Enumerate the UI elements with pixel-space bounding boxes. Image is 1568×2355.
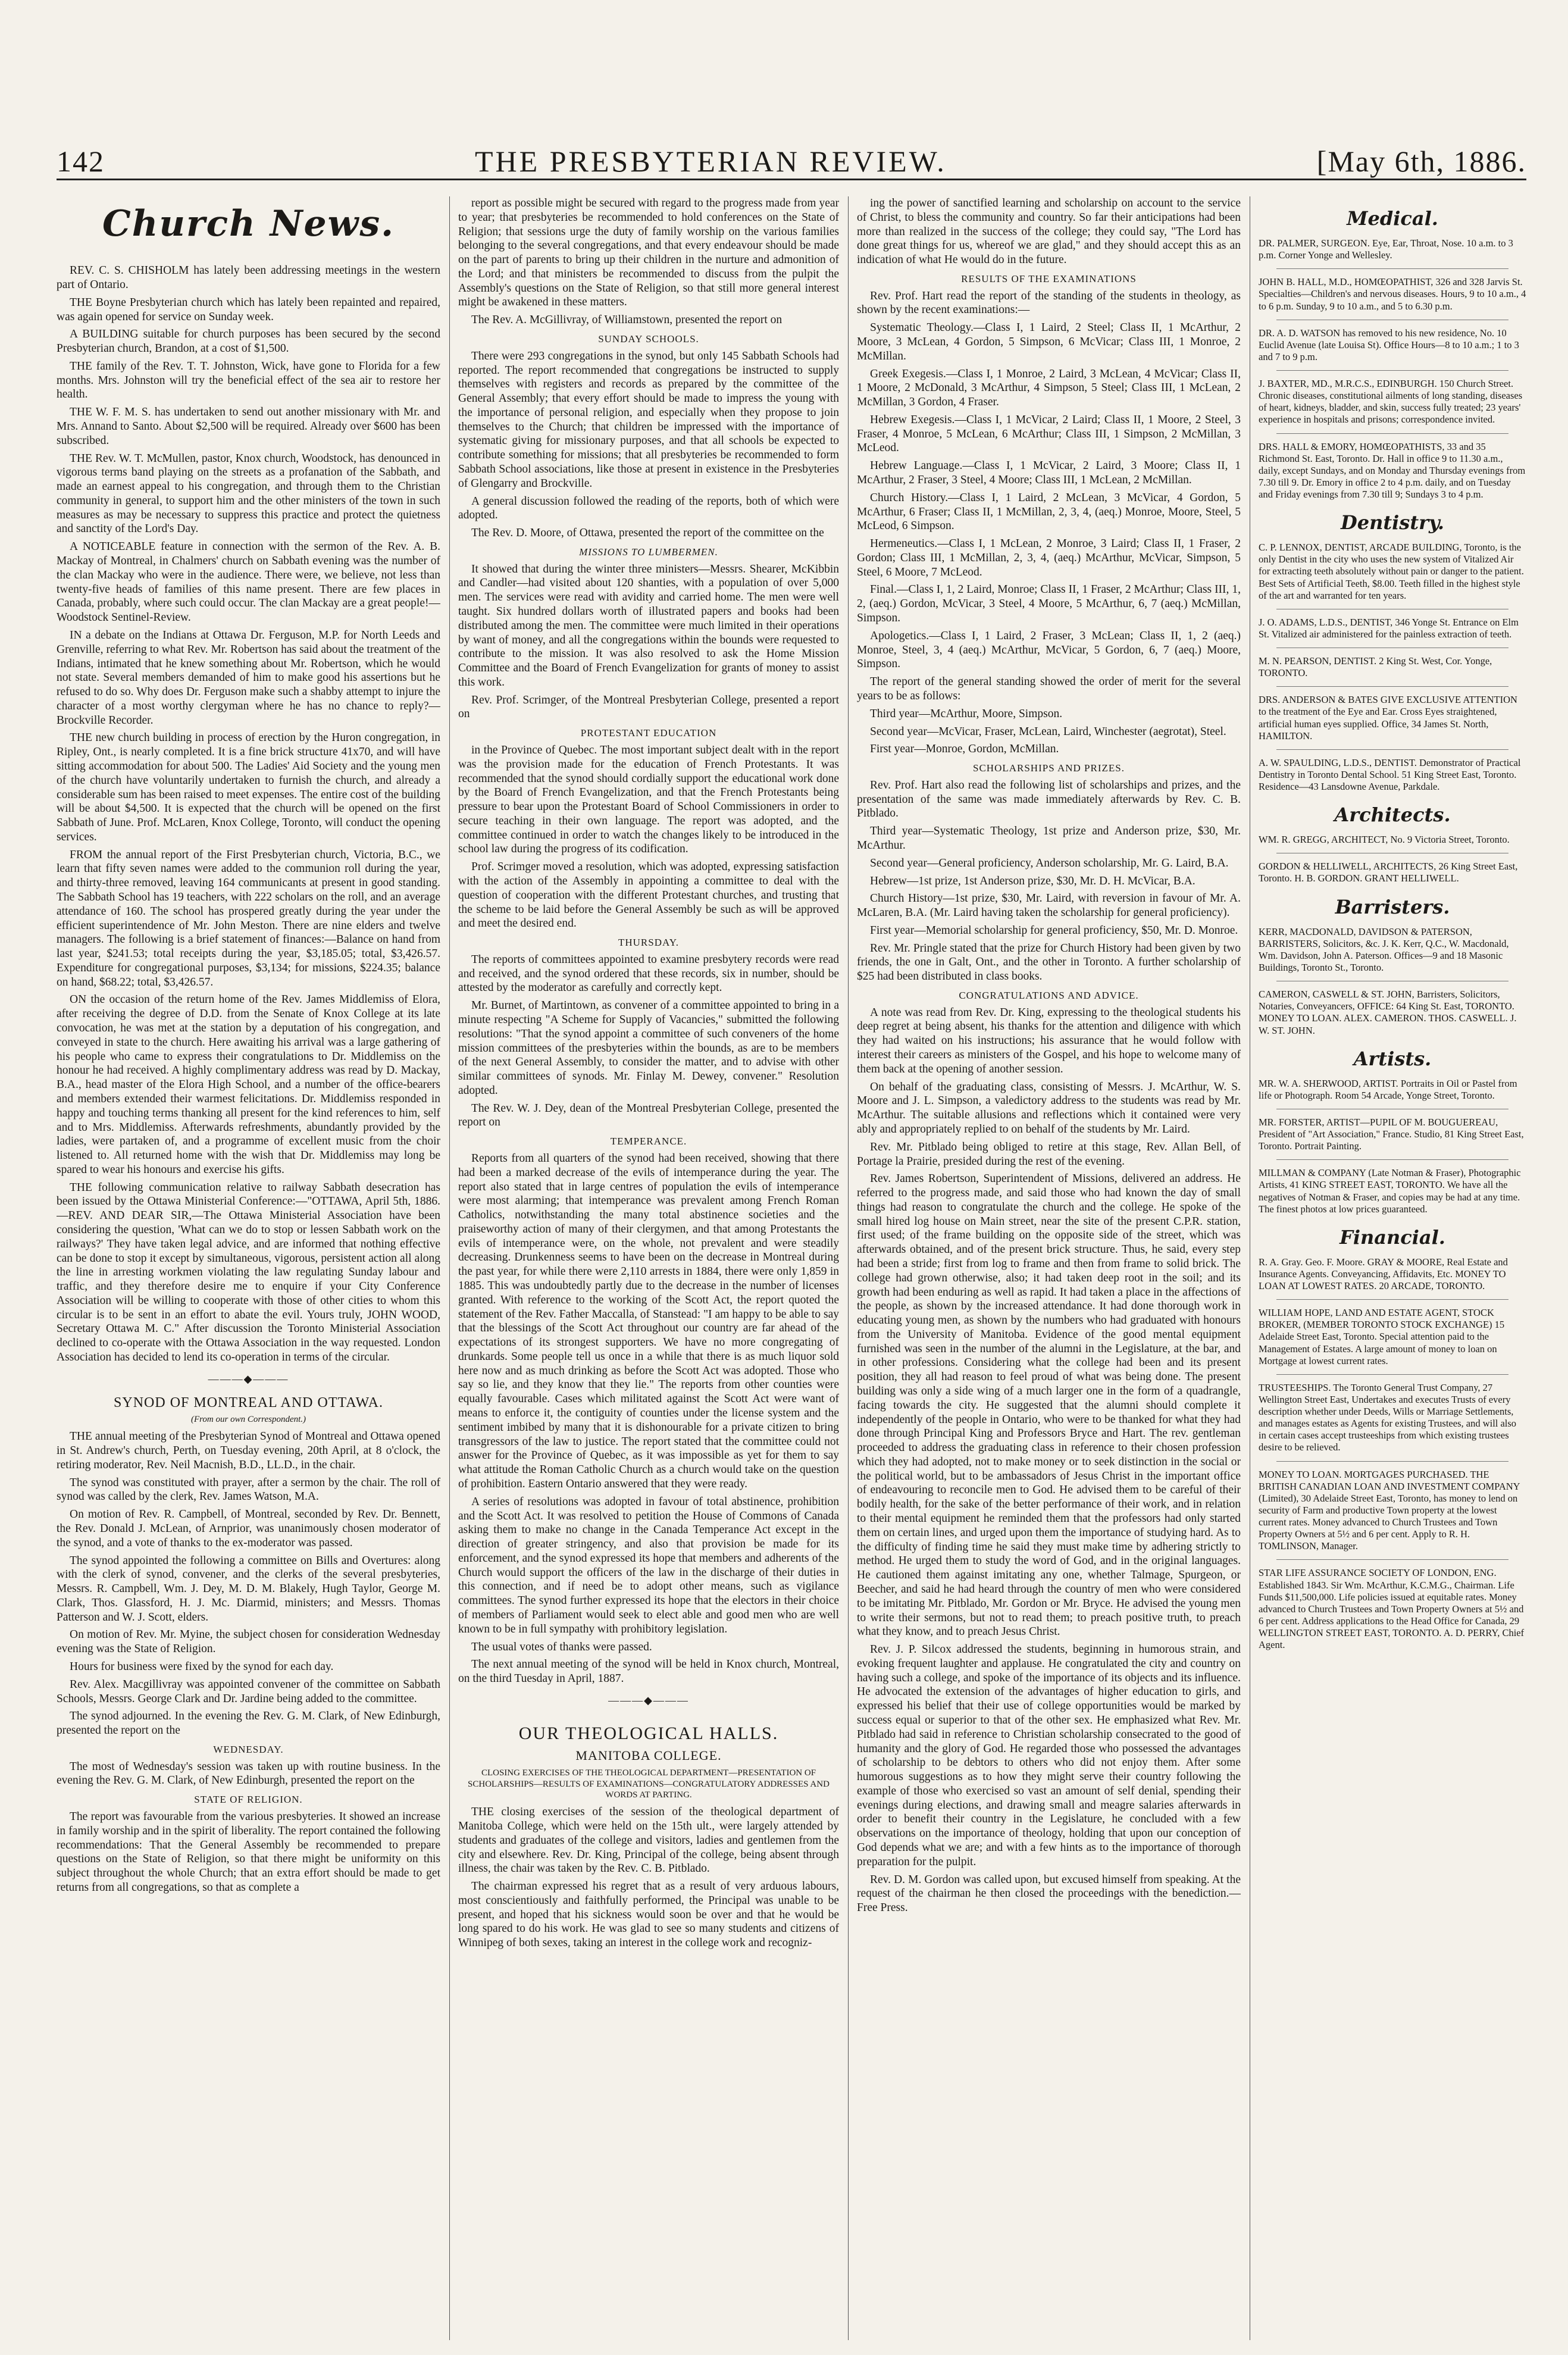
article-paragraph: The next annual meeting of the synod will be held in Knox church, Montreal, on the third Tuesday in April, 1887. bbox=[458, 1658, 839, 1685]
article-paragraph: Rev. Prof. Hart read the report of the standing of the students in theology, as shown by the recent examinations:— bbox=[857, 289, 1241, 317]
manitoba-college-heading: MANITOBA COLLEGE. bbox=[575, 1748, 722, 1763]
protestant-education-paragraphs bbox=[458, 743, 839, 931]
article-paragraph: Hermeneutics.—Class I, 1 McLean, 2 Monroe, 3 Laird; Class II, 1 Fraser, 2 Gordon; Class III, 1 McMillan, 2, 3, 4, (aeq.) McArthur, McVicar, Simpson, 5 Steel, 6 Moore, 7 McLeod. bbox=[857, 537, 1241, 578]
ad-separator bbox=[1276, 1559, 1508, 1560]
financial-heading: Financial. bbox=[1339, 1225, 1445, 1249]
advertisement: WM. R. GREGG, ARCHITECT, No. 9 Victoria Street, Toronto. bbox=[1259, 834, 1510, 846]
article-paragraph: Greek Exegesis.—Class I, 1 Monroe, 2 Laird, 3 McLean, 4 McVicar; Class II, 1 Moore, 2 McDonald, 3 McArthur, 4 Simpson, 5 Steel; Class III, 1 McLean, 2 McMillan, 3 Gordon, 4 Fraser. bbox=[857, 367, 1241, 409]
article-paragraph: report as possible might be secured with regard to the progress made from year to year; that presbyteries be recommended to hold conferences on the State of Religion; that sessions urge the duty of family worship on the various families belonging to the several congregations, and that every endeavour should be made on the part of parents to bring up their children in the nurture and admonition of the Lord; and that ministers be recommended to discuss from the pulpit the Assembly's questions on the State of Religion, so that still more general interest might be awakened in these matters. bbox=[458, 197, 839, 309]
state-of-religion-continued bbox=[458, 196, 839, 327]
manitoba-college-paragraphs bbox=[458, 1805, 839, 1950]
advertisement: MR. W. A. SHERWOOD, ARTIST. Portraits in Oil or Pastel from life or Photograph. Room 54 Arcade, Yonge Street, Toronto. bbox=[1259, 1077, 1517, 1101]
article-paragraph: Mr. Burnet, of Martintown, as convener of a committee appointed to bring in a minute respecting "A Scheme for Supply of Vacancies," submitted the following resolutions: "That the synod appoint a committee of such conveners of the home mission committees of the presbyteries within the bounds, as are to be members of the next General Assembly, to consider the matter, and to advise with other similar committees of synods. Mr. Finlay M. Dewey, convener." Resolution adopted. bbox=[458, 999, 839, 1097]
article-paragraph: Hours for business were fixed by the synod for each day. bbox=[70, 1660, 334, 1674]
scholarships-heading: SCHOLARSHIPS AND PRIZES. bbox=[973, 762, 1125, 774]
ad-separator bbox=[1276, 268, 1508, 269]
newspaper-title: THE PRESBYTERIAN REVIEW. bbox=[475, 145, 947, 178]
article-paragraph: The reports of committees appointed to examine presbytery records were read and received, and the synod ordered that these records, six in number, should be attested by the moderator as carefully and correctly kept. bbox=[458, 953, 839, 994]
advertisement: KERR, MACDONALD, DAVIDSON & PATERSON, BARRISTERS, Solicitors, &c. J. K. Kerr, Q.C., W. Macdonald, Wm. Davidson, John A. Paterson. Offices—9 and 18 Masonic Buildings, Toronto St., Toronto. bbox=[1259, 925, 1509, 973]
article-paragraph: The synod appointed the following a committee on Bills and Overtures: along with the clerk of synod, convener, and the clerks of the several presbyteries, Messrs. R. Campbell, Wm. J. Dey, M. D. M. Blakely, Hugh Taylor, George M. Clark, Thos. Glassford, H. J. Mc. Diarmid, ministers; and Messrs. Thomas Patterson and W. J. Scott, elders. bbox=[57, 1554, 440, 1624]
advertisement: C. P. LENNOX, DENTIST, ARCADE BUILDING, Toronto, is the only Dentist in the city who uses the new system of Vitalized Air for extracting teeth absolutely without pain or danger to the patient. Best Sets of Artificial Teeth, $8.00. Teeth filled in the highest style of the art and warranted for ten years. bbox=[1259, 542, 1524, 601]
synod-correspondent-note: (From our own Correspondent.) bbox=[190, 1415, 306, 1424]
article-paragraph: First year—Monroe, Gordon, McMillan. bbox=[870, 743, 1059, 756]
article-paragraph: Hebrew Language.—Class I, 1 McVicar, 2 Laird, 3 Moore; Class II, 1 McArthur, 2 Fraser, 3 Steel, 4 Moore; Class III, 1 McLean, 2 McMillan. bbox=[857, 459, 1241, 487]
results-heading: RESULTS OF THE EXAMINATIONS bbox=[961, 273, 1137, 284]
article-paragraph: THE Rev. W. T. McMullen, pastor, Knox church, Woodstock, has denounced in vigorous terms band playing on the streets as a profanation of the Sabbath, and made an earnest appeal to his congregation, and through them to the Christian community in general, to support him and the other ministers of the town in such measures as may be necessary to suppress this practice and protect the quietness and sanctity of the Lord's Day. bbox=[57, 452, 440, 536]
column-rule bbox=[848, 196, 849, 2340]
scholarships-paragraphs bbox=[857, 778, 1241, 984]
advertisement: JOHN B. HALL, M.D., HOMŒOPATHIST, 326 and 328 Jarvis St. Specialties—Children's and nervous diseases. Hours, 9 to 10 a.m., 4 to 6 p.m. Sunday, 9 to 10 a.m., and 5 to 6.30 p.m. bbox=[1259, 276, 1526, 312]
column-church-news bbox=[57, 196, 440, 2340]
advertisement: MONEY TO LOAN. MORTGAGES PURCHASED. THE BRITISH CANADIAN LOAN AND INVESTMENT COMPANY (Limited), 30 Adelaide Street East, Toronto, has money to lend on security of Farm and productive Town property at the lowest current rates. Money advanced to Church Trustees and Town Property Owners at 5½ and 6 per cent. Apply to R. H. TOMLINSON, Manager. bbox=[1259, 1468, 1520, 1552]
article-paragraph: On motion of Rev. Mr. Myine, the subject chosen for consideration Wednesday evening was the State of Religion. bbox=[57, 1628, 440, 1656]
college-intro-paragraphs bbox=[857, 196, 1241, 267]
sunday-schools-paragraphs bbox=[458, 349, 839, 540]
article-paragraph: A general discussion followed the reading of the reports, both of which were adopted. bbox=[458, 495, 839, 522]
ad-separator bbox=[1276, 433, 1508, 434]
thursday-paragraphs bbox=[458, 953, 839, 1130]
advertisement: MILLMAN & COMPANY (Late Notman & Fraser), Photographic Artists, 41 KING STREET EAST, TORONTO. We have all the negatives of Notman & Fraser, and copies may be had at any time. The finest photos at low prices guaranteed. bbox=[1259, 1167, 1521, 1215]
section-heading-church-news: Church News. bbox=[102, 203, 395, 245]
article-paragraph: FROM the annual report of the First Presbyterian church, Victoria, B.C., we learn that fifty seven names were added to the communion roll during the year, and thirty-three removed, leaving 164 communicants at present in good standing. The Sabbath School has 19 teachers, with 222 scholars on the roll, and an average attendance of 160. The school has prospered greatly during the year under the efficient superintendence of Mr. John Meston. There are nine elders and twelve managers. The following is a brief statement of finances:—Balance on hand from last year, $241.53; total receipts during the year, $3,185.05; total, $3,426.57. Expenditure for congregational purposes, $3,134; for missions, $224.35; balance on hand, $68.22; total, $3,426.57. bbox=[57, 848, 440, 989]
article-paragraph: Apologetics.—Class I, 1 Laird, 2 Fraser, 3 McLean; Class II, 1, 2 (aeq.) Monroe, Steel, 3, 4 (aeq.) McArthur, McVicar, 5 Gordon, 6, 7 (aeq.) Moore, Simpson. bbox=[857, 629, 1241, 671]
article-paragraph: Hebrew Exegesis.—Class I, 1 McVicar, 2 Laird; Class II, 1 Moore, 2 Steel, 3 Fraser, 4 Monroe, 5 McLean, 6 McArthur; Class III, 1 Simpson, 2 McMillan, 3 McLeod. bbox=[857, 413, 1241, 455]
temperance-paragraphs bbox=[458, 1152, 839, 1686]
article-paragraph: THE W. F. M. S. has undertaken to send out another missionary with Mr. and Mrs. Annand to Santo. About $2,500 will be required. Already over $600 has been subscribed. bbox=[57, 406, 440, 447]
advertisement: CAMERON, CASWELL & ST. JOHN, Barristers, Solicitors, Notaries, Conveyancers, OFFICE: 64 King St. East, TORONTO. MONEY TO LOAN. ALEX. CAMERON. THOS. CASWELL. J. W. ST. JOHN. bbox=[1259, 989, 1517, 1036]
sunday-schools-heading: SUNDAY SCHOOLS. bbox=[598, 333, 699, 345]
article-paragraph: Rev. Prof. Scrimger, of the Montreal Presbyterian College, presented a report on bbox=[458, 693, 839, 721]
article-paragraph: in the Province of Quebec. The most important subject dealt with in the report was the provision made for the education of French Protestants. It was recommended that the synod should cordially support the educational work done by the Board of French Evangelization, and that the French Protestants being pressure to bear upon the Protestant Board of School Commissioners in order to secure teaching in their own language. The report was adopted, and the committee continued in order to watch the changes likely to be introduced in the school law during the progress of its codification. bbox=[458, 743, 839, 856]
wednesday-heading: WEDNESDAY. bbox=[213, 1743, 284, 1755]
article-paragraph: The synod adjourned. In the evening the Rev. G. M. Clark, of New Edinburgh, presented the report on the bbox=[57, 1710, 440, 1737]
congratulations-paragraphs bbox=[857, 1006, 1241, 1915]
ad-separator bbox=[1276, 370, 1508, 371]
advertisement: DR. PALMER, SURGEON. Eye, Ear, Throat, Nose. 10 a.m. to 3 p.m. Corner Yonge and Wellesley. bbox=[1259, 237, 1513, 261]
financial-ads bbox=[1259, 1256, 1526, 1652]
article-paragraph: The report was favourable from the various presbyteries. It showed an increase in family worship and in the spirit of liberality. The report contained the following recommendations: That the General Assembly be recommended to prepare questions on the State of Religion, so that there might be uniformity on this subject throughout the whole Church; that an extra effort should be made to get returns from all congregations, so that as complete a bbox=[57, 1810, 440, 1894]
dentistry-heading: Dentistry. bbox=[1340, 511, 1445, 534]
church-news-items bbox=[57, 264, 440, 1365]
article-paragraph: First year—Memorial scholarship for general proficiency, $50, Mr. D. Monroe. bbox=[870, 924, 1238, 937]
article-paragraph: THE new church building in process of erection by the Huron congregation, in Ripley, Ont., is nearly completed. It is a fine brick structure 41x70, and will have sitting accommodation for about 500. The Ladies' Aid Society and the young men of the church have voluntarily undertaken to furnish the church, and already a considerable sum has been raised to meet expenses. The entire cost of the building will be about $4,500. It is expected that the church will be opened on the first Sabbath of June. Prof. McLaren, Knox College, Toronto, will conduct the opening services. bbox=[57, 731, 440, 843]
barristers-heading: Barristers. bbox=[1335, 895, 1450, 918]
article-paragraph: Reports from all quarters of the synod had been received, showing that there had been a marked decrease of the evils of intemperance during the year. The report also stated that in large centres of population the evils of intemperance were most alarming; that intemperance was prevalent among French Roman Catholics, notwithstanding the many total abstinence societies and the praiseworthy action of many of their clergymen, and that among Protestants the evils of intemperance were, on the whole, not prevalent and were steadily decreasing. Drunkenness seems to have been on the decrease in Montreal during the past year, for while there were 2,110 arrests in 1884, there were only 1,859 in 1885. This was undoubtedly partly due to the decrease in the number of licenses granted. With reference to the working of the Scott Act, the report quoted the statement of the Rev. Father Maccalla, of Stanstead: "I am happy to be able to say that the blessings of the Scott Act throughout our country are far ahead of the expectations of its strongest supporters. We have no more congregating of drunkards. Some people tell us once in a while that there is as much liquor sold here now and as much drinking as before the Scott Act was adopted. Those who say so lie, and they know that they lie." The reports from other counties were equally favourable. Cases which militated against the Scott Act were want of means to enforce it, the contiguity of counties under the license system and the sentiment imbibed by many that it is dishonourable for a private citizen to bring transgressors of the law to justice. The report stated that the committee could not answer for the Province of Quebec, as it was impossible as yet for them to say what attitude the Roman Catholic Church as a church would take on the question of prohibition. Eastern Ontario answered that they were ready. bbox=[458, 1152, 839, 1490]
thursday-heading: THURSDAY. bbox=[618, 937, 680, 949]
advertisement: A. W. SPAULDING, L.D.S., DENTIST. Demonstrator of Practical Dentistry in Toronto Dental School. 51 King Street East, Toronto. Residence—43 Lansdowne Avenue, Parkdale. bbox=[1259, 756, 1521, 793]
article-paragraph: Church History—1st prize, $30, Mr. Laird, with reversion in favour of Mr. A. McLaren, B.A. (Mr. Laird having taken the scholarship for general proficiency). bbox=[857, 892, 1241, 920]
article-paragraph: THE Boyne Presbyterian church which has lately been repainted and repaired, was again opened for service on Sunday week. bbox=[57, 296, 440, 323]
article-paragraph: On motion of Rev. R. Campbell, of Montreal, seconded by Rev. Dr. Bennett, the Rev. Donald J. McLean, of Arnprior, was unanimously chosen moderator of the synod, and a vote of thanks to the ex-moderator was passed. bbox=[57, 1508, 440, 1549]
issue-date: [May 6th, 1886. bbox=[1316, 145, 1526, 178]
article-paragraph: Final.—Class I, 1, 2 Laird, Monroe; Class II, 1 Fraser, 2 McArthur; Class III, 1, 2, (aeq.) Gordon, McVicar, 3 Steel, 4 Moore, 5 McArthur, 6, 7 (aeq.) McMillan, Simpson. bbox=[857, 583, 1241, 625]
ad-separator bbox=[1276, 749, 1508, 750]
article-paragraph: ing the power of sanctified learning and scholarship on account to the service of Christ, to bless the community and country. So far their anticipations had been more than realized in the success of the college; they could say, "The Lord has done great things for us, whereof we are glad," and they should accept this as an indication of what He would do in the future. bbox=[857, 197, 1241, 267]
advertisement: WILLIAM HOPE, LAND AND ESTATE AGENT, STOCK BROKER, (MEMBER TORONTO STOCK EXCHANGE) 15 Adelaide Street East, Toronto. Special attention paid to the Management of Estates. A large amount of money to loan on Mortgage at lowest current rates. bbox=[1259, 1307, 1505, 1366]
article-paragraph: The most of Wednesday's session was taken up with routine business. In the evening the Rev. G. M. Clark, of New Edinburgh, presented the report on the bbox=[57, 1760, 440, 1787]
article-paragraph: IN a debate on the Indians at Ottawa Dr. Ferguson, M.P. for North Leeds and Grenville, referring to what Rev. Mr. Robertson has said about the treatment of the Indians, intimated that he knew something about Mr. Robertson, which he would not state. Several members demanded of him to make good his assertions but he refused to do so. Why does Dr. Ferguson make such a shabby attempt to injure the character of a most worthy clergyman where he has no chance to reply?—Brockville Recorder. bbox=[57, 628, 440, 727]
article-paragraph: Systematic Theology.—Class I, 1 Laird, 2 Steel; Class II, 1 McArthur, 2 Moore, 3 McLean, 4 Gordon, 5 Simpson, 6 McVicar; Class III, 1 Monroe, 2 McMillan. bbox=[857, 321, 1241, 362]
advertisement: MR. FORSTER, ARTIST—PUPIL OF M. BOUGUEREAU, President of "Art Association," France. Studio, 81 King Street East, Toronto. Portrait Painting. bbox=[1259, 1116, 1524, 1152]
column-synod-continued bbox=[458, 196, 839, 2340]
article-paragraph: The chairman expressed his regret that as a result of very arduous labours, most conscientiously and faithfully performed, the Principal was unable to be present, and hoped that his sickness would soon be over and that he would be long spared to do his work. He was glad to see so many students and citizens of Winnipeg of both sexes, taking an interest in the college work and recogniz- bbox=[458, 1880, 839, 1950]
article-paragraph: A note was read from Rev. Dr. King, expressing to the theological students his deep regret at being absent, his thanks for the attention and diligence with which they had waited on his instructions; his assurance that he would follow with interest their careers as ministers of the Gospel, and his hope to welcome many of them back at the opening of another session. bbox=[857, 1006, 1241, 1075]
article-paragraph: Rev. James Robertson, Superintendent of Missions, delivered an address. He referred to the progress made, and said those who had known the day of small things had reason to congratulate the church and the college. He spoke of the small hired log house on Main street, near the site of the present C.P.R. station, first used; of the frame building on the opposite side of the street, which was afterwards obtained, and of the present brick structure. Thus, he said, every step had been a stride; first from log to frame and then from frame to solid brick. The college had grown otherwise, also; it had taken deep root in the soil; and its growth had been enduring as well as rapid. It had taken a place in the affections of the people, as shown by the increased attendance. It had done thorough work in educating young men, as shown by the numbers who had graduated with honours from the University of Manitoba. Evidence of the good mental equipment furnished was seen in the number of the alumni in the Legislature, at the bar, and in other professions. Considering what the college had been and its present position, they all had reason to feel proud of what was being done. The present building was only a side wing of a much larger one in the form of a quadrangle, facing towards the city. He suggested that the alumni should complete it independently of the people in Ontario, who were to be thanked for what they had done through Principal King and Professors Bryce and Hart. The rev. gentleman proceeded to address the graduating class in reference to their chosen profession which they had adopted, not to make money or to seek distinction in the social or the political world, but to be ambassadors of Jesus Christ in the important office of endeavouring to reconcile men to God. He advised them to be careful of their bodily health, for the sake of the better performance of their work, and in relation to their mental equipment he reminded them that the professors had only started them on certain lines, and urged upon them the importance of studying hard. As to the difficulty of finding time he said they must make time by adhering strictly to method. He urged them to study the word of God, and in the original languages. He cautioned them against imitating any one, whether Talmage, Spurgeon, or Beecher, and said he had heard through the country of men who were considered to be imitating Mr. Pitblado, Mr. Gordon or Mr. Bryce. He advised the young men to write their sermons, but not to read them; to preach positive truth, to preach what they know, and to preach Jesus Christ. bbox=[857, 1172, 1241, 1638]
advertisement: R. A. Gray. Geo. F. Moore. GRAY & MOORE, Real Estate and Insurance Agents. Conveyancing, Affidavits, Etc. MONEY TO LOAN AT LOWEST RATES. 20 ARCADE, TORONTO. bbox=[1259, 1256, 1508, 1292]
article-paragraph: Third year—Systematic Theology, 1st prize and Anderson prize, $30, Mr. McArthur. bbox=[857, 825, 1241, 852]
advertisement: DRS. HALL & EMORY, HOMŒOPATHISTS, 33 and 35 Richmond St. East, Toronto. Dr. Hall in office 9 to 11.30 a.m., daily, except Sundays, and on Monday and Thursday evenings from 7.30 till 9. Dr. Emory in office 2 to 4 p.m. daily, and on Tuesday and Friday evenings from 7.30 till 9; Sundays 3 to 4 p.m. bbox=[1259, 440, 1526, 501]
dentistry-ads bbox=[1259, 542, 1526, 793]
congratulations-heading: CONGRATULATIONS AND ADVICE. bbox=[959, 989, 1139, 1001]
architects-heading: Architects. bbox=[1334, 803, 1451, 827]
column-manitoba-college bbox=[857, 196, 1241, 2340]
article-paragraph: THE closing exercises of the session of the theological department of Manitoba College, which were held on the 15th ult., were largely attended by students and graduates of the college and visitors, ladies and gentlemen from the city and elsewhere. Rev. Dr. King, Principal of the college, being absent through illness, the chair was taken by the Rev. C. B. Pitblado. bbox=[458, 1806, 839, 1875]
article-paragraph: Third year—McArthur, Moore, Simpson. bbox=[870, 707, 1063, 720]
article-paragraph: Rev. Alex. Macgillivray was appointed convener of the committee on Sabbath Schools, Messrs. George Clark and Dr. Jardine being added to the committee. bbox=[57, 1678, 440, 1705]
article-paragraph: The report of the general standing showed the order of merit for the several years to be as follows: bbox=[857, 675, 1241, 702]
article-paragraph: Prof. Scrimger moved a resolution, which was adopted, expressing satisfaction with the action of the Assembly in appointing a committee to deal with the question of cooperation with the different Protestant churches, and trusting that the scheme to be laid before the General Assembly be such as will be approved and meet the desired end. bbox=[458, 861, 839, 930]
article-paragraph: There were 293 congregations in the synod, but only 145 Sabbath Schools had reported. The report recommended that congregations be instructed to supply themselves with registers and records as prepared by the committee of the General Assembly; that every effort should be made to impress the young with the importance of personal religion, and especially when they propose to join themselves to the Church; that children be impressed with the importance of systematic giving for missionary purposes, and that all schools be expected to contribute something for missions; that all presbyteries be recommended to form Sabbath School associations, like those at present in existence in the Presbyteries of Glengarry and Brockville. bbox=[458, 349, 839, 490]
advertisement: STAR LIFE ASSURANCE SOCIETY OF LONDON, ENG. Established 1843. Sir Wm. McArthur, K.C.M.G., Chairman. Life Funds $11,500,000. Life policies issued at equitable rates. Money advanced to Church Trustees and Town Property Owners at 5½ and 6 per cent. Address applications to the Head Office for Canada, 29 WELLINGTON STREET EAST, TORONTO. A. D. PERRY, Chief Agent. bbox=[1259, 1567, 1525, 1651]
advertisement: J. BAXTER, MD., M.R.C.S., EDINBURGH. 150 Church Street. Chronic diseases, constitutional ailments of long standing, diseases of heart, kidneys, bladder, and skin, success fully treated; 23 years' experience in hospitals and prisons; correspondence invited. bbox=[1259, 378, 1523, 426]
ad-separator bbox=[1276, 1299, 1508, 1300]
article-paragraph: The Rev. D. Moore, of Ottawa, presented the report of the committee on the bbox=[471, 527, 824, 540]
article-paragraph: Church History.—Class I, 1 Laird, 2 McLean, 3 McVicar, 4 Gordon, 5 McArthur, 6 Fraser; Class II, 1 McMillan, 2, 3, 4, (aeq.) Monroe, Moore, Steel, 5 McLeod, 6 Simpson. bbox=[857, 491, 1241, 533]
article-paragraph: Second year—McVicar, Fraser, McLean, Laird, Winchester (aegrotat), Steel. bbox=[870, 725, 1226, 738]
architects-ads bbox=[1259, 834, 1526, 884]
advertisement: DRS. ANDERSON & BATES GIVE EXCLUSIVE ATTENTION to the treatment of the Eye and Ear. Cross Eyes straightened, artificial human eyes supplied. Office, 34 James St. North, HAMILTON. bbox=[1259, 694, 1517, 742]
state-of-religion-heading: STATE OF RELIGION. bbox=[194, 1794, 303, 1806]
ornamental-divider: ———◆——— bbox=[208, 1372, 289, 1385]
column-advertisements bbox=[1259, 196, 1526, 2340]
article-paragraph: On behalf of the graduating class, consisting of Messrs. J. McArthur, W. S. Moore and J. L. Simpson, a valedictory address to the students was read by Mr. McArthur. The suitable allusions and reflections which it contained were very ably and appropriately replied to on behalf of the students by Mr. Laird. bbox=[857, 1080, 1241, 1136]
article-paragraph: Rev. Prof. Hart also read the following list of scholarships and prizes, and the presentation of the same was made immediately afterwards by Rev. C. B. Pitblado. bbox=[857, 778, 1241, 820]
article-paragraph: Rev. D. M. Gordon was called upon, but excused himself from speaking. At the request of the chairman he then closed the proceedings with the benediction.—Free Press. bbox=[857, 1873, 1241, 1915]
article-paragraph: A BUILDING suitable for church purposes has been secured by the second Presbyterian church, Brandon, at a cost of $1,500. bbox=[57, 328, 440, 355]
medical-ads bbox=[1259, 237, 1526, 501]
barristers-ads bbox=[1259, 926, 1526, 1037]
ornamental-divider: ———◆——— bbox=[608, 1694, 689, 1706]
article-paragraph: The synod was constituted with prayer, after a sermon by the chair. The roll of synod was called by the clerk, Rev. James Watson, M.A. bbox=[57, 1476, 440, 1503]
article-paragraph: A series of resolutions was adopted in favour of total abstinence, prohibition and the Scott Act. It was resolved to petition the House of Commons of Canada asking them to make no change in the Canada Temperance Act except in the direction of greater stringency, and also that provision be made for its enforcement, and the synod expressed its hope that members and adherents of the Church would support the officers of the law in the discharge of their duties in this connection, and if need be to adopt other means, such as vigilance committees. The synod further expressed its hope that the electors in their choice of members of Parliament would seek to elect able and good men who are well known to be in full sympathy with prohibitory legislation. bbox=[458, 1495, 839, 1635]
article-paragraph: Hebrew—1st prize, 1st Anderson prize, $30, Mr. D. H. McVicar, B.A. bbox=[870, 874, 1195, 887]
article-paragraph: The usual votes of thanks were passed. bbox=[471, 1640, 652, 1653]
wednesday-paragraphs bbox=[57, 1760, 440, 1788]
ad-separator bbox=[1276, 686, 1508, 687]
article-paragraph: The Rev. A. McGillivray, of Williamstown, presented the report on bbox=[471, 314, 783, 327]
synod-heading: SYNOD OF MONTREAL AND OTTAWA. bbox=[114, 1394, 383, 1411]
article-paragraph: THE family of the Rev. T. T. Johnston, Wick, have gone to Florida for a few months. Mrs. Johnston will try the beneficial effect of the sea air to restore her health. bbox=[57, 359, 440, 401]
article-paragraph: Rev. Mr. Pringle stated that the prize for Church History had been given by two friends, the one in Galt, Ont., and the other in Toronto. A further scholarship of $25 had been distributed in class books. bbox=[857, 942, 1241, 983]
artists-heading: Artists. bbox=[1353, 1047, 1432, 1070]
article-paragraph: A NOTICEABLE feature in connection with the sermon of the Rev. A. B. Mackay of Montreal, in Chalmers' church on Sabbath evening was the number of the clan Mackay who were in the audience. There were, we believe, not less than twenty-five heads of families of this name present. There are few places in Canada, probably, where such could occur. The clan Mackay are a great people!—Woodstock Sentinel-Review. bbox=[57, 540, 440, 624]
page-number: 142 bbox=[57, 145, 105, 178]
advertisement: J. O. ADAMS, L.D.S., DENTIST, 346 Yonge St. Entrance on Elm St. Vitalized air administered for the painless extraction of teeth. bbox=[1259, 616, 1519, 640]
missions-paragraphs bbox=[458, 562, 839, 722]
state-of-religion-paragraphs bbox=[57, 1810, 440, 1895]
masthead bbox=[57, 137, 1526, 180]
ad-separator bbox=[1276, 1159, 1508, 1160]
advertisement: DR. A. D. WATSON has removed to his new residence, No. 10 Euclid Avenue (late Louisa St). Office Hours—8 to 10 a.m.; 1 to 3 and 7 to 9 p.m. bbox=[1259, 327, 1519, 362]
advertisement: GORDON & HELLIWELL, ARCHITECTS, 26 King Street East, Toronto. H. B. GORDON. GRANT HELLIWELL. bbox=[1259, 861, 1518, 884]
medical-heading: Medical. bbox=[1347, 207, 1438, 230]
results-paragraphs bbox=[857, 289, 1241, 756]
advertisement: TRUSTEESHIPS. The Toronto General Trust Company, 27 Wellington Street East, Undertakes and executes Trusts of every description whether under Deeds, Wills or Marriage Settlements, and manages estates as Agents for existing Trustees, and will also in certain cases accept trusteeships from which existing trustees desire to be relieved. bbox=[1259, 1381, 1517, 1453]
article-paragraph: ON the occasion of the return home of the Rev. James Middlemiss of Elora, after receiving the degree of D.D. from the Senate of Knox College at its late convocation, he was met at the station by a deputation of his congregation, and conveyed in state to the church. Here awaiting his arrival was a large gathering of his people who came to express their congratulations to Dr. Middlemiss on the honour he had received. A highly complimentary address was read by D. Mackay, B.A., head master of the Elora High School, and a number of the office-bearers and members extended their warmest felicitations. Dr. Middlemiss responded in happy and touching terms thanking all present for the kind references to him, self and to Mrs. Middlemiss. Afterwards refreshments, abundantly provided by the ladies, were partaken of, and a programme of excellent music from the choir listened to. All returned home with the wish that Dr. Middlemiss may long be spared to wear his honours and exercise his gifts. bbox=[57, 993, 440, 1176]
article-paragraph: Second year—General proficiency, Anderson scholarship, Mr. G. Laird, B.A. bbox=[870, 856, 1229, 870]
artists-ads bbox=[1259, 1078, 1526, 1215]
theological-halls-heading: OUR THEOLOGICAL HALLS. bbox=[518, 1723, 779, 1743]
article-paragraph: Rev. J. P. Silcox addressed the students, beginning in humorous strain, and evoking frequent laughter and applause. He congratulated the city and country on having such a college, and spoke of the importance of its objects and its influence. He advocated the extension of the advantages of higher education to girls, and expressed his belief that their use of college opportunities would be marked by success equal or superior to that of the other sex. He emphasized what Rev. Mr. Pitblado had said in reference to Christian scholarship consecrated to the good of humanity and the glory of God. He regarded those who possessed the advantages of scholarship to be debtors to others who did not enjoy them. After some humorous suggestions as to how they might serve their country following the example of those who exercised so vast an amount of self denial, spending their evenings during elections, and drawing small and meagre salaries afterwards in order to benefit their country in the Legislature, he concluded with a few observations on the importance of theology, holding that upon our conception of God depends what we are; and with a few hints as to the importance of thorough preparation for the pulpit. bbox=[857, 1643, 1241, 1868]
column-rule bbox=[449, 196, 450, 2340]
synod-paragraphs bbox=[57, 1430, 440, 1738]
article-paragraph: The Rev. W. J. Dey, dean of the Montreal Presbyterian College, presented the report on bbox=[458, 1102, 839, 1129]
article-paragraph: REV. C. S. CHISHOLM has lately been addressing meetings in the western part of Ontario. bbox=[57, 264, 440, 291]
advertisement: M. N. PEARSON, DENTIST. 2 King St. West, Cor. Yonge, TORONTO. bbox=[1259, 655, 1492, 679]
ad-separator bbox=[1276, 1374, 1508, 1375]
article-paragraph: Rev. Mr. Pitblado being obliged to retire at this stage, Rev. Allan Bell, of Portage la Prairie, presided during the rest of the evening. bbox=[857, 1140, 1241, 1168]
protestant-education-heading: PROTESTANT EDUCATION bbox=[580, 727, 717, 739]
article-paragraph: THE following communication relative to railway Sabbath desecration has been issued by the Ottawa Ministerial Conference:—"OTTAWA, April 5th, 1886.—REV. AND DEAR SIR,—The Ottawa Ministerial Association have been considering the question, 'What can we do to stop or lessen Sabbath work on the railways?' They have taken legal advice, and are informed that nothing effective can be done to stop it except by simultaneous, vigorous, persistent action all along the line in arresting workmen violating the law regulating Sunday labour and traffic, and they therefore desire me to enquire if your City Conference Association will be willing to cooperate with those of other cities to whom this circular is to be sent in an effort to abate the evil. Yours truly, JOHN WOOD, Secretary Ottawa M. C." After discussion the Toronto Ministerial Association declined to co-operate with the Ottawa Association in the way requested. London Association has decided to lend its co-operation in terms of the circular. bbox=[57, 1181, 440, 1363]
temperance-heading: TEMPERANCE. bbox=[610, 1136, 687, 1147]
article-paragraph: It showed that during the winter three ministers—Messrs. Shearer, McKibbin and Candler—had visited about 120 shanties, with a population of over 5,000 men. The services were read with avidity and carried home. The men were well taught. Six hundred dollars worth of illustrated papers and books had been distributed among the men. The committee were much limited in their operations by want of money, and all the congregations within the bounds were requested to contribute to the mission. It was also resolved to ask the Home Mission Committee and the Board of French Evangelization for grants of money to assist this work. bbox=[458, 562, 839, 689]
manitoba-college-subheading: CLOSING EXERCISES OF THE THEOLOGICAL DEPARTMENT—PRESENTATION OF SCHOLARSHIPS—RESULTS OF EXAMINATIONS—CONGRATULATORY ADDRESSES AND WORDS AT PARTING. bbox=[468, 1768, 830, 1800]
article-paragraph: THE annual meeting of the Presbyterian Synod of Montreal and Ottawa opened in St. Andrew's church, Perth, on Tuesday evening, 20th April, at 8 o'clock, the retiring moderator, Rev. Neil Macnish, B.D., LL.D., in the chair. bbox=[57, 1430, 440, 1471]
missions-heading: MISSIONS TO LUMBERMEN. bbox=[579, 546, 718, 558]
ad-separator bbox=[1276, 1461, 1508, 1462]
